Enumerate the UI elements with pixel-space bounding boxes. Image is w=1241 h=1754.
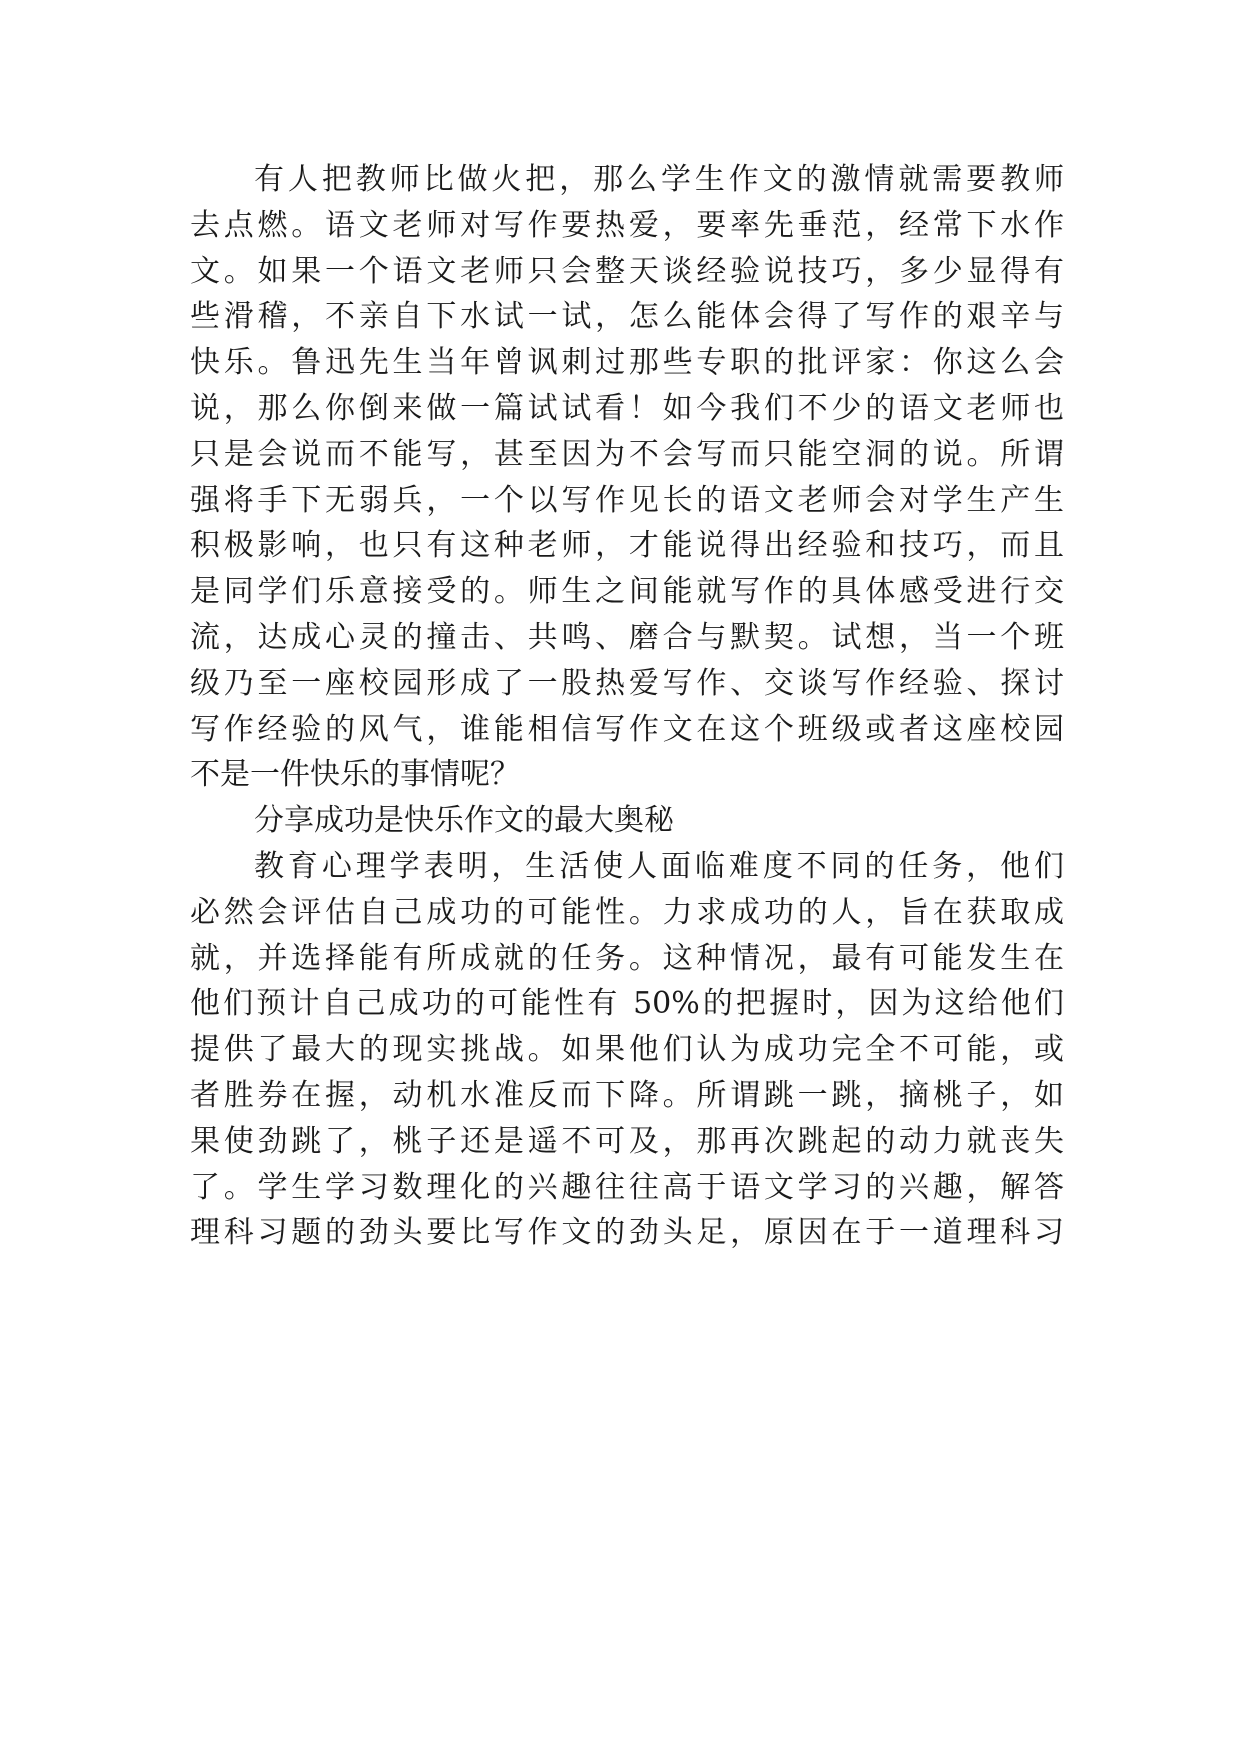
paragraph-line: 不是一件快乐的事情呢？ bbox=[190, 757, 520, 793]
paragraph-line: 提供了最大的现实挑战。如果他们认为成功完全不可能，或 bbox=[190, 1032, 1064, 1068]
paragraph-line: 快乐。鲁迅先生当年曾讽刺过那些专职的批评家：你这么会 bbox=[190, 345, 1064, 381]
paragraph-line: 了。学生学习数理化的兴趣往往高于语文学习的兴趣，解答 bbox=[190, 1169, 1064, 1205]
paragraph-line: 者胜券在握，动机水准反而下降。所谓跳一跳，摘桃子，如 bbox=[190, 1077, 1064, 1113]
paragraph-line: 就，并选择能有所成就的任务。这种情况，最有可能发生在 bbox=[190, 940, 1064, 976]
paragraph-line: 只是会说而不能写，甚至因为不会写而只能空洞的说。所谓 bbox=[190, 436, 1064, 472]
paragraph-line: 说，那么你倒来做一篇试试看！如今我们不少的语文老师也 bbox=[190, 390, 1064, 426]
paragraph-line: 去点燃。语文老师对写作要热爱，要率先垂范，经常下水作 bbox=[190, 207, 1064, 243]
paragraph-line: 些滑稽，不亲自下水试一试，怎么能体会得了写作的艰辛与 bbox=[190, 299, 1064, 335]
paragraph-line: 理科习题的劲头要比写作文的劲头足，原因在于一道理科习 bbox=[190, 1215, 1064, 1251]
document-body bbox=[190, 157, 1064, 1256]
paragraph-line: 教育心理学表明，生活使人面临难度不同的任务，他们 bbox=[254, 848, 1064, 884]
paragraph-line: 是同学们乐意接受的。师生之间能就写作的具体感受进行交 bbox=[190, 574, 1064, 610]
paragraph-line: 强将手下无弱兵，一个以写作见长的语文老师会对学生产生 bbox=[190, 482, 1064, 518]
paragraph-line: 流，达成心灵的撞击、共鸣、磨合与默契。试想，当一个班 bbox=[190, 619, 1064, 655]
paragraph-line: 写作经验的风气，谁能相信写作文在这个班级或者这座校园 bbox=[190, 711, 1064, 747]
paragraph-line: 必然会评估自己成功的可能性。力求成功的人，旨在获取成 bbox=[190, 894, 1064, 930]
paragraph-line: 果使劲跳了，桃子还是遥不可及，那再次跳起的动力就丧失 bbox=[190, 1123, 1064, 1159]
section-heading: 分享成功是快乐作文的最大奥秘 bbox=[254, 803, 674, 839]
paragraph-line: 级乃至一座校园形成了一股热爱写作、交谈写作经验、探讨 bbox=[190, 665, 1064, 701]
paragraph-line: 有人把教师比做火把，那么学生作文的激情就需要教师 bbox=[254, 162, 1064, 197]
paragraph-line: 他们预计自己成功的可能性有 50%的把握时，因为这给他们 bbox=[190, 986, 1064, 1022]
paragraph-line: 积极影响，也只有这种老师，才能说得出经验和技巧，而且 bbox=[190, 528, 1064, 564]
paragraph-line: 文。如果一个语文老师只会整天谈经验说技巧，多少显得有 bbox=[190, 253, 1064, 289]
